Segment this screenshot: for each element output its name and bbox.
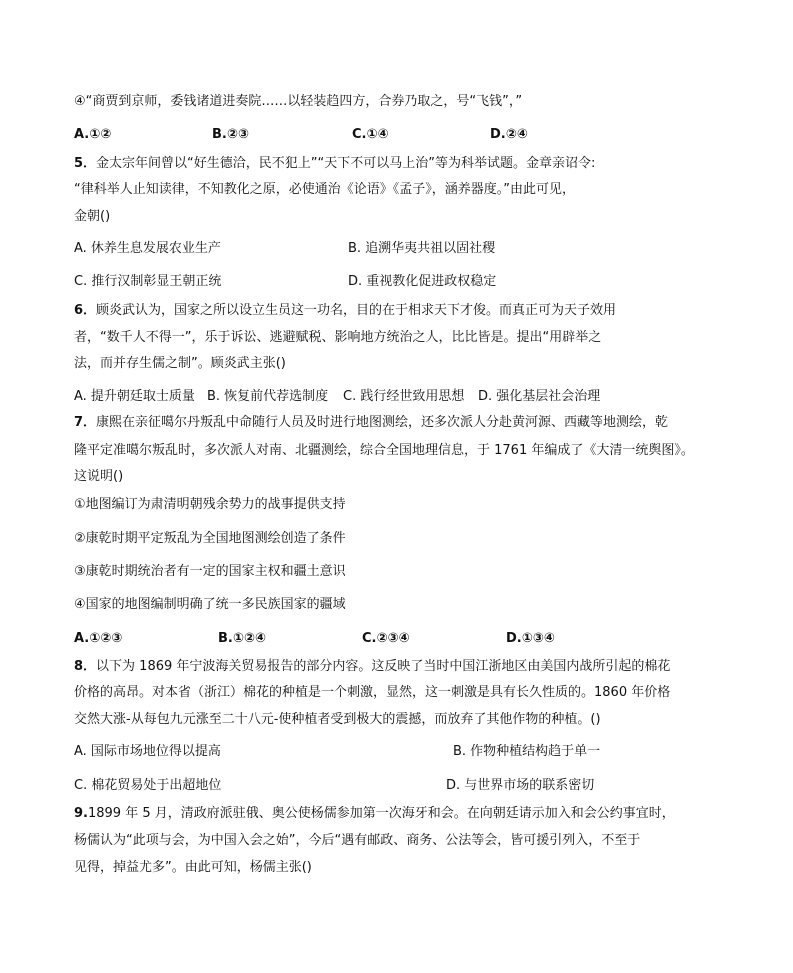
q6-number: 6． [74,303,97,318]
q6-option-b[interactable]: B. 恢复前代荐选制度 [207,389,329,404]
q8-option-c[interactable]: C. 棉花贸易处于出超地位 [74,778,222,793]
q9-number: 9. [74,806,88,821]
q8-stem-line-1: 8．以下为 1869 年宁波海关贸易报告的部分内容。这反映了当时中国江浙地区由美国内战所引起的棉花 [74,659,671,674]
q5-option-b[interactable]: B. 追溯华夷共祖以固社稷 [348,241,496,256]
q7-stem-line-2: 隆平定准噶尔叛乱时，多次派人对南、北疆测绘，综合全国地理信息，于 1761 年编成了《大清一统舆图》。 [74,443,694,458]
q9-stem-line-2: 杨儒认为“此项与会，为中国入会之始”，今后“遇有邮政、商务、公法等会，皆可援引列入，不至于 [74,833,641,848]
q5-number: 5． [74,156,97,171]
q9-stem-line-3: 见得，掉益尤多”。由此可知，杨儒主张() [74,860,312,875]
q5-stem-line-3: 金朝() [74,209,111,224]
q5-option-c[interactable]: C. 推行汉制彰显王朝正统 [74,274,222,289]
q4-option-a[interactable]: A.①② [74,127,112,142]
q7-item-1: ①地图编订为肃清明朝残余势力的战事提供支持 [74,497,346,512]
q7-option-a[interactable]: A.①②③ [74,631,123,646]
q5-option-d[interactable]: D. 重视教化促进政权稳定 [348,274,497,289]
q7-option-d[interactable]: D.①③④ [506,631,555,646]
q6-stem-line-2: 者，“数千人不得一”，乐于诉讼、逃避赋税、影响地方统治之人，比比皆是。提出“用辟举之 [74,330,602,345]
q6-option-d[interactable]: D. 强化基层社会治理 [478,389,601,404]
q4-option-d[interactable]: D.②④ [490,127,528,142]
q7-option-c[interactable]: C.②③④ [362,631,410,646]
q6-option-c[interactable]: C. 践行经世致用思想 [343,389,465,404]
q8-number: 8． [74,659,97,674]
q8-option-d[interactable]: D. 与世界市场的联系密切 [446,778,595,793]
q4-option-c[interactable]: C.①④ [352,127,389,142]
q7-stem-line-1: 7．康熙在亲征噶尔丹叛乱中命随行人员及时进行地图测绘，还多次派人分赴黄河源、西藏等地测绘，乾 [74,415,669,430]
q6-stem-line-1: 6．顾炎武认为，国家之所以设立生员这一功名，目的在于相求天下才俊。而真正可为天子效用 [74,303,617,318]
q8-stem-line-2: 价格的高昂。对本省（浙江）棉花的种植是一个刺激，显然，这一刺激是具有长久性质的。1860 年价格 [74,685,671,700]
q4-option-b[interactable]: B.②③ [212,127,249,142]
q8-option-a[interactable]: A. 国际市场地位得以提高 [74,744,221,759]
q7-item-2: ②康乾时期平定叛乱为全国地图测绘创造了条件 [74,531,346,546]
q7-option-b[interactable]: B.①②④ [218,631,266,646]
q8-stem-line-3: 交然大涨-从每包九元涨至二十八元-使种植者受到极大的震撼，而放弃了其他作物的种植。() [74,712,601,727]
q7-item-4: ④国家的地图编制明确了统一多民族国家的疆域 [74,597,346,612]
q6-option-a[interactable]: A. 提升朝廷取士质量 [74,389,195,404]
q5-stem-line-2: “律科举人止知读律，不知教化之原，必使通治《论语》《孟子》，涵养器度。”由此可见， [74,182,575,197]
q8-option-b[interactable]: B. 作物种植结构趋于单一 [453,744,601,759]
q4-item-4: ④“商贾到京师，委钱诸道进奏院……以轻装趋四方，合券乃取之，号“飞钱”，” [74,94,523,109]
q5-stem-line-1: 5．金太宗年间曾以“好生德洽，民不犯上”“天下不可以马上治”等为科举试题。金章亲诏令: [74,156,596,171]
q7-item-3: ③康乾时期统治者有一定的国家主权和疆土意识 [74,564,346,579]
q7-number: 7． [74,415,97,430]
q7-stem-line-3: 这说明() [74,469,124,484]
q5-option-a[interactable]: A. 休养生息发展农业生产 [74,241,221,256]
q6-stem-line-3: 法，而并存生儒之制”。顾炎武主张() [74,356,286,371]
q9-stem-line-1: 9.1899 年 5 月，清政府派驻俄、奥公使杨儒参加第一次海牙和会。在向朝廷请示加入和会公约事宜时， [74,806,675,821]
